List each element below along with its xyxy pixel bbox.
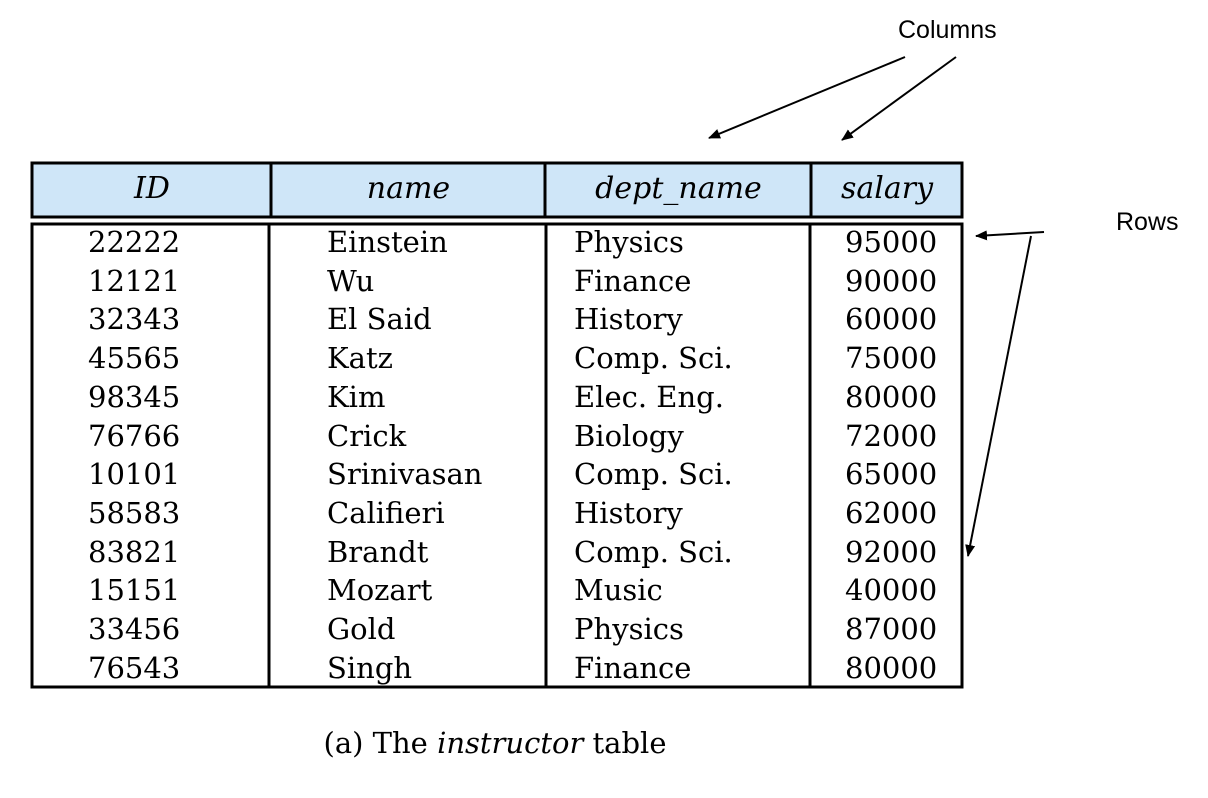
cell-dept-name: Comp. Sci. bbox=[574, 457, 733, 492]
cell-id: 98345 bbox=[88, 379, 181, 414]
cell-id: 45565 bbox=[88, 341, 181, 376]
cell-salary: 90000 bbox=[845, 263, 938, 298]
cell-id: 32343 bbox=[88, 302, 181, 337]
cell-dept-name: Comp. Sci. bbox=[574, 341, 733, 376]
cell-name: Mozart bbox=[327, 573, 433, 608]
cell-dept-name: Finance bbox=[574, 650, 692, 685]
columns-arrow bbox=[709, 57, 905, 138]
column-header-salary: salary bbox=[840, 171, 934, 206]
cell-dept-name: Elec. Eng. bbox=[574, 379, 724, 414]
cell-name: Califieri bbox=[327, 495, 445, 530]
cell-id: 33456 bbox=[88, 612, 181, 646]
cell-dept-name: Music bbox=[574, 573, 663, 608]
cell-dept-name: History bbox=[574, 302, 683, 337]
cell-salary: 40000 bbox=[845, 573, 938, 608]
cell-name: Singh bbox=[327, 650, 413, 685]
columns-arrow bbox=[842, 57, 956, 140]
columns-label: Columns bbox=[898, 16, 997, 44]
cell-name: Katz bbox=[327, 341, 393, 376]
cell-name: El Said bbox=[327, 302, 432, 337]
cell-dept-name: Biology bbox=[574, 418, 684, 453]
cell-id: 22222 bbox=[88, 225, 181, 259]
cell-id: 10101 bbox=[88, 457, 181, 492]
cell-dept-name: Physics bbox=[574, 612, 684, 646]
cell-name: Kim bbox=[327, 379, 386, 414]
caption-table-name: instructor bbox=[437, 726, 584, 760]
column-header-dept-name: dept_name bbox=[595, 171, 762, 206]
cell-salary: 75000 bbox=[845, 341, 938, 376]
column-header-id: ID bbox=[134, 171, 170, 206]
cell-id: 76543 bbox=[88, 650, 181, 685]
cell-salary: 80000 bbox=[845, 379, 938, 414]
column-header-name: name bbox=[366, 171, 451, 206]
cell-dept-name: Physics bbox=[574, 225, 684, 259]
figure-caption bbox=[0, 726, 990, 760]
cell-salary: 92000 bbox=[845, 534, 938, 569]
cell-dept-name: History bbox=[574, 495, 683, 530]
cell-id: 58583 bbox=[88, 495, 181, 530]
cell-salary: 80000 bbox=[845, 650, 938, 685]
caption-prefix: (a) The bbox=[323, 726, 438, 760]
rows-arrow bbox=[976, 232, 1044, 236]
cell-name: Brandt bbox=[327, 534, 429, 569]
cell-salary: 62000 bbox=[845, 495, 938, 530]
rows-arrow bbox=[968, 236, 1031, 556]
cell-id: 83821 bbox=[88, 534, 181, 569]
cell-name: Einstein bbox=[327, 225, 448, 259]
cell-id: 15151 bbox=[88, 573, 181, 608]
cell-name: Crick bbox=[327, 418, 407, 453]
cell-salary: 95000 bbox=[845, 225, 938, 259]
rows-label: Rows bbox=[1116, 208, 1179, 236]
cell-id: 12121 bbox=[88, 263, 181, 298]
cell-id: 76766 bbox=[88, 418, 181, 453]
cell-salary: 65000 bbox=[845, 457, 938, 492]
cell-salary: 72000 bbox=[845, 418, 938, 453]
cell-dept-name: Comp. Sci. bbox=[574, 534, 733, 569]
cell-salary: 60000 bbox=[845, 302, 938, 337]
caption-suffix: table bbox=[583, 726, 667, 760]
cell-name: Wu bbox=[327, 263, 375, 298]
cell-name: Gold bbox=[327, 612, 396, 646]
cell-name: Srinivasan bbox=[327, 457, 483, 492]
cell-salary: 87000 bbox=[845, 612, 938, 646]
cell-dept-name: Finance bbox=[574, 263, 692, 298]
